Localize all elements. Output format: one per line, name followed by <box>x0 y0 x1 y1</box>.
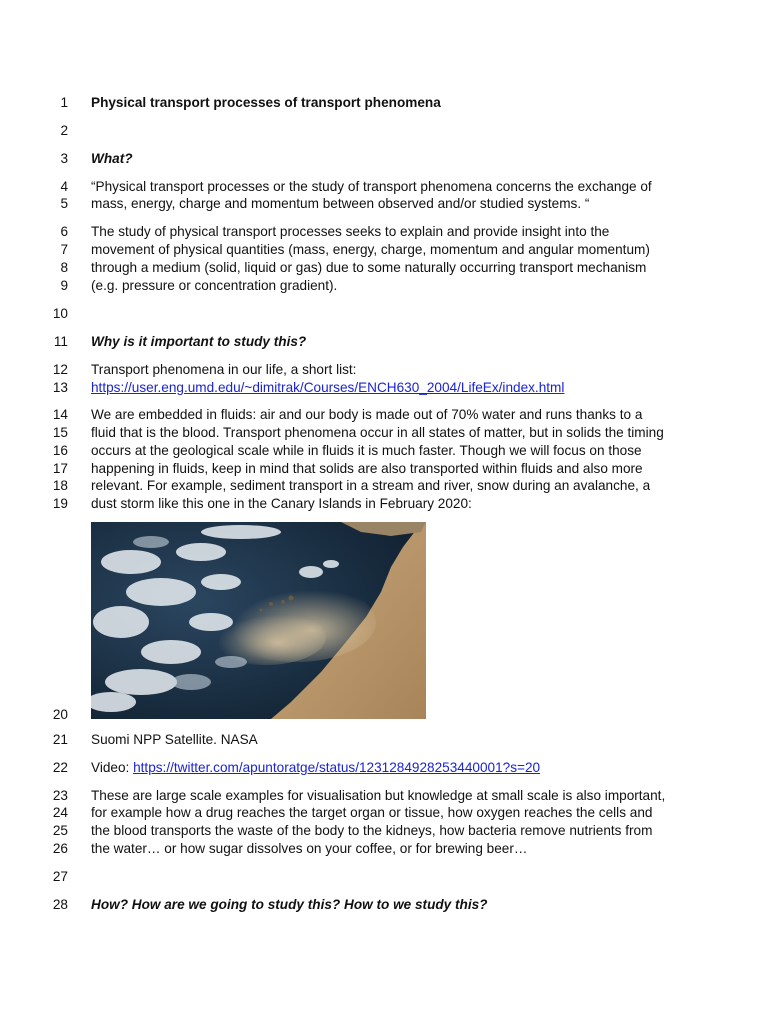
line-number: 11 <box>53 334 68 349</box>
text-line: the water… or how sugar dissolves on your coffee, or for brewing beer… <box>91 841 528 856</box>
line-number: 12 <box>52 362 68 377</box>
text-line: The study of physical transport processes seeks to explain and provide insight into the <box>91 224 610 239</box>
line-number: 4 <box>60 179 68 194</box>
text-line: happening in fluids, keep in mind that solids are also transported within fluids and also more <box>91 461 643 476</box>
line-number: 19 <box>52 496 68 511</box>
section-heading-how: How? How are we going to study this? How to we study this? <box>91 897 488 912</box>
text-line: relevant. For example, sediment transport in a stream and river, snow during an avalanche, a <box>91 478 651 493</box>
line-number: 21 <box>52 732 68 747</box>
line-number: 8 <box>60 260 68 275</box>
text-line: the blood transports the waste of the body to the kidneys, how bacteria remove nutrients from <box>91 823 653 838</box>
line-number: 24 <box>52 805 68 820</box>
section-heading-what: What? <box>91 151 133 166</box>
line-number: 26 <box>52 841 68 856</box>
line-number: 5 <box>60 196 68 211</box>
line-number: 16 <box>52 443 68 458</box>
lifeex-link[interactable]: https://user.eng.umd.edu/~dimitrak/Courses/ENCH630_2004/LifeEx/index.html <box>91 380 565 395</box>
text-line: fluid that is the blood. Transport phenomena occur in all states of matter, but in solids the timing <box>91 425 664 440</box>
video-link[interactable]: https://twitter.com/apuntoratge/status/1231284928253440001?s=20 <box>133 760 541 775</box>
video-label: Video: <box>91 760 134 775</box>
text-line: Transport phenomena in our life, a short list: <box>91 362 357 377</box>
line-number: 1 <box>60 95 68 110</box>
line-number: 17 <box>52 461 68 476</box>
satellite-image <box>91 522 426 719</box>
line-number: 3 <box>60 151 68 166</box>
document-title: Physical transport processes of transport phenomena <box>91 95 441 110</box>
text-line: “Physical transport processes or the study of transport phenomena concerns the exchange of <box>91 179 652 194</box>
text-line: mass, energy, charge and momentum between observed and/or studied systems. “ <box>91 196 590 211</box>
line-number: 23 <box>52 788 68 803</box>
text-line <box>91 379 691 397</box>
text-line: for example how a drug reaches the target organ or tissue, how oxygen reaches the cells and <box>91 805 653 820</box>
line-number: 10 <box>52 306 68 321</box>
text-line: (e.g. pressure or concentration gradient). <box>91 278 338 293</box>
line-number: 14 <box>52 407 68 422</box>
text-line: These are large scale examples for visualisation but knowledge at small scale is also important, <box>91 788 666 803</box>
text-line: through a medium (solid, liquid or gas) due to some naturally occurring transport mechanism <box>91 260 647 275</box>
line-number: 27 <box>52 869 68 884</box>
line-number: 25 <box>52 823 68 838</box>
text-line: movement of physical quantities (mass, energy, charge, momentum and angular momentum) <box>91 242 650 257</box>
text-line: dust storm like this one in the Canary Islands in February 2020: <box>91 496 472 511</box>
section-heading-why: Why is it important to study this? <box>91 334 307 349</box>
line-number: 13 <box>52 380 68 395</box>
line-number: 2 <box>60 123 68 138</box>
line-number: 15 <box>52 425 68 440</box>
text-line: occurs at the geological scale while in fluids it is much faster. Though we will focus on those <box>91 443 642 458</box>
line-number: 9 <box>60 278 68 293</box>
line-number: 18 <box>52 478 68 493</box>
text-line: We are embedded in fluids: air and our body is made out of 70% water and runs thanks to a <box>91 407 643 422</box>
image-caption: Suomi NPP Satellite. NASA <box>91 732 258 747</box>
satellite-image-graphic <box>91 522 426 719</box>
line-number: 6 <box>60 224 68 239</box>
line-number: 28 <box>52 897 68 912</box>
line-number: 7 <box>60 242 68 257</box>
line-number: 20 <box>52 707 68 722</box>
line-number: 22 <box>52 760 68 775</box>
text-line <box>91 759 691 777</box>
